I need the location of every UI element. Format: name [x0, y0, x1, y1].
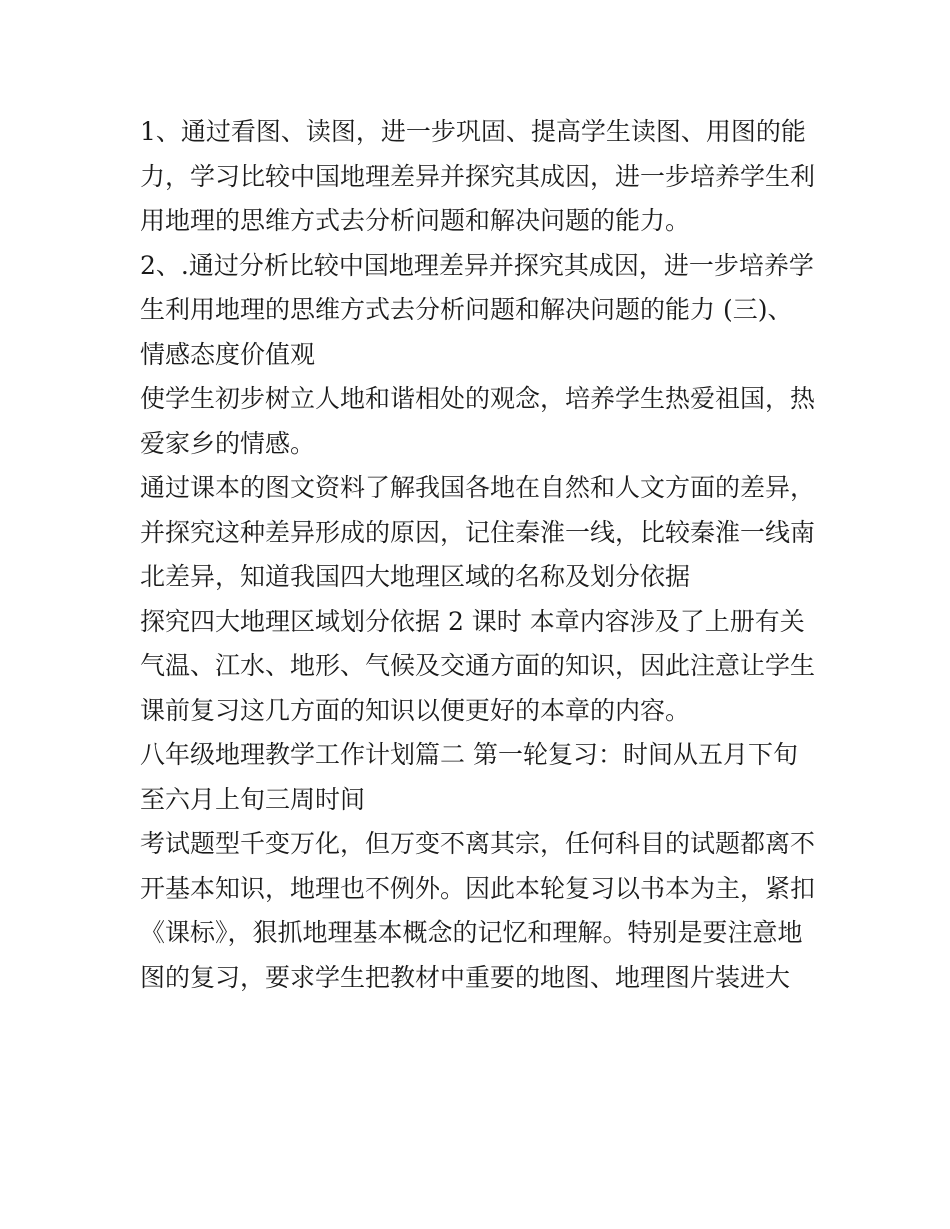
text-line: 北差异，知道我国四大地理区域的名称及划分依据 — [140, 562, 691, 591]
text-line: 探究四大地理区域划分依据 2 课时 本章内容涉及了上册有关 — [140, 606, 805, 636]
text-line: 情感态度价值观 — [140, 339, 316, 369]
text-line: 开基本知识，地理也不例外。因此本轮复习以书本为主，紧扣 — [140, 873, 816, 903]
text-line: 考试题型千变万化，但万变不离其宗，任何科目的试题都离不 — [140, 829, 816, 858]
text-line: 1、通过看图、读图，进一步巩固、提高学生读图、用图的能 — [140, 117, 806, 146]
text-line: 并探究这种差异形成的原因，记住秦淮一线，比较秦淮一线南 — [140, 517, 816, 547]
text-line: 使学生初步树立人地和谐相处的观念，培养学生热爱祖国，热 — [140, 384, 816, 413]
text-line: 八年级地理教学工作计划篇二 第一轮复习：时间从五月下旬 — [140, 740, 798, 769]
text-line: 生利用地理的思维方式去分析问题和解决问题的能力 (三)、 — [140, 295, 793, 324]
text-line: 2、.通过分析比较中国地理差异并探究其成因，进一步培养学 — [140, 250, 814, 280]
text-line: 至六月上旬三周时间 — [140, 784, 366, 814]
document-body — [140, 110, 820, 1000]
text-line: 图的复习，要求学生把教材中重要的地图、地理图片装进大 — [140, 962, 791, 992]
text-line: 气温、江水、地形、气候及交通方面的知识，因此注意让学生 — [140, 651, 816, 680]
text-line: 课前复习这几方面的知识以便更好的本章的内容。 — [140, 695, 691, 725]
text-line: 力，学习比较中国地理差异并探究其成因，进一步培养学生利 — [140, 161, 816, 191]
text-line: 爱家乡的情感。 — [140, 428, 316, 458]
text-line: 用地理的思维方式去分析问题和解决问题的能力。 — [140, 206, 691, 235]
text-line: 通过课本的图文资料了解我国各地在自然和人文方面的差异， — [140, 473, 816, 502]
text-line: 《课标》，狠抓地理基本概念的记忆和理解。特别是要注意地 — [140, 918, 803, 947]
